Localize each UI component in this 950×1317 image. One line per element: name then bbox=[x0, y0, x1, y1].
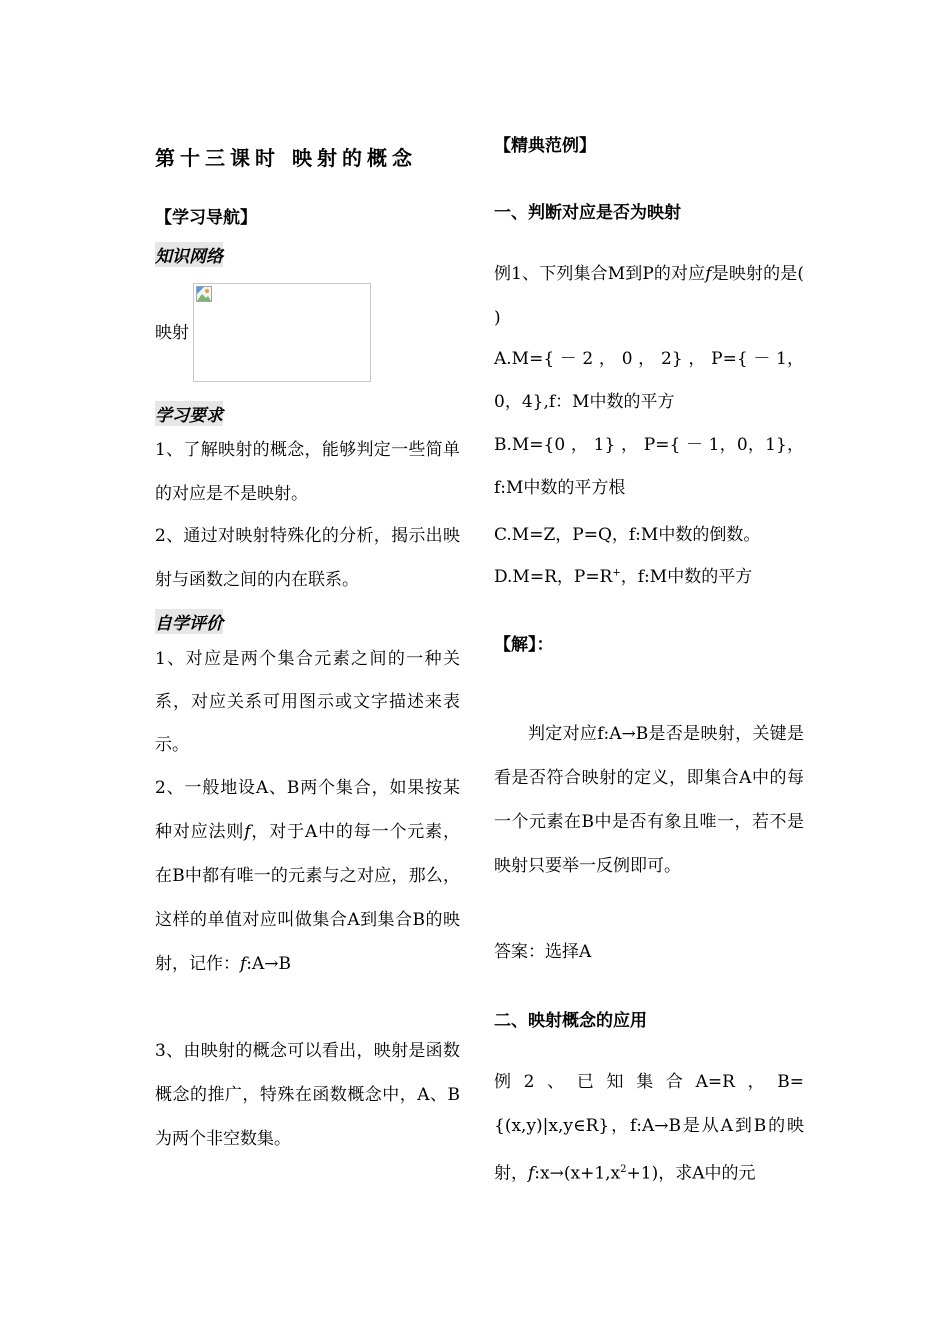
example-2-text-c: +1)，求A中的元 bbox=[626, 1163, 756, 1184]
example-2-question bbox=[494, 1060, 804, 1196]
evaluation-3: 3、由映射的概念可以看出，映射是函数概念的推广，特殊在函数概念中，A、B为两个非空数集。 bbox=[155, 1041, 460, 1149]
section-2-heading: 二、映射概念的应用 bbox=[494, 1011, 647, 1031]
example-2-text-b: :x→(x+1,x bbox=[534, 1163, 621, 1184]
option-a: A.M={ － 2 ， 0 ， 2} ， P={ － 1，0，4},f：M中数的平方 bbox=[494, 349, 804, 412]
mapping-f-symbol: f bbox=[240, 954, 247, 974]
example-1-text-a: 例1、下列集合M到P的对应 bbox=[494, 264, 706, 284]
requirements-label: 学习要求 bbox=[155, 401, 223, 426]
solution-text: 判定对应f:A→B是否是映射，关键是看是否符合映射的定义，即集合A中的每一个元素在B中是否有象且唯一，若不是映射只要举一反例即可。 bbox=[494, 724, 804, 876]
broken-image-icon bbox=[196, 286, 212, 302]
mapping-f-symbol: f bbox=[244, 822, 251, 842]
knowledge-diagram-image bbox=[193, 283, 371, 382]
mapping-f-symbol: f bbox=[705, 264, 712, 284]
option-b: B.M={0 ， 1} ， P={ － 1，0，1}，f:M中数的平方根 bbox=[494, 435, 804, 498]
mapping-f-symbol: f bbox=[528, 1163, 535, 1184]
evaluation-2-part-a: 2、一般地设A、B两个集合，如果按某种对应法则 bbox=[155, 778, 460, 842]
evaluation-2 bbox=[155, 766, 460, 986]
option-d-text-a: D.M=R，P=R bbox=[494, 567, 613, 587]
examples-header: 【精典范例】 bbox=[494, 136, 596, 156]
option-d-superscript: + bbox=[612, 567, 621, 579]
evaluation-2-notation: :A→B bbox=[246, 954, 292, 974]
option-c: C.M=Z，P=Q，f:M中数的倒数。 bbox=[494, 525, 761, 545]
solution-label: 【解】： bbox=[494, 635, 554, 655]
self-evaluation-label: 自学评价 bbox=[155, 609, 223, 634]
example-2-superscript: 2 bbox=[620, 1164, 627, 1175]
study-guide-header: 【学习导航】 bbox=[155, 208, 257, 228]
lesson-title: 第十三课时 映射的概念 bbox=[155, 146, 417, 170]
option-d-text-b: ，f:M中数的平方 bbox=[620, 567, 753, 587]
requirement-2: 2、通过对映射特殊化的分析，揭示出映射与函数之间的内在联系。 bbox=[155, 526, 460, 590]
evaluation-2-part-b: ，对于A中的每一个元素，在B中都有唯一的元素与之对应，那么，这样的单值对应叫做集合A到集合B的映射，记作： bbox=[155, 822, 461, 974]
requirement-1: 1、了解映射的概念，能够判定一些简单的对应是不是映射。 bbox=[155, 440, 460, 504]
example-1-question bbox=[494, 252, 804, 340]
example-1-text-b: 是映射的是( ) bbox=[494, 264, 804, 328]
option-d bbox=[494, 562, 752, 587]
example-2-text-a: 例2、已知集合A=R，B={(x,y)|x,y∈R}，f:A→B是从A到B的映射， bbox=[494, 1072, 804, 1184]
evaluation-1: 1、对应是两个集合元素之间的一种关系，对应关系可用图示或文字描述来表示。 bbox=[155, 649, 460, 755]
section-1-heading: 一、判断对应是否为映射 bbox=[494, 203, 681, 223]
knowledge-network-label: 知识网络 bbox=[155, 242, 223, 267]
diagram-label: 映射 bbox=[155, 323, 189, 343]
answer-text: 答案：选择A bbox=[494, 942, 592, 962]
